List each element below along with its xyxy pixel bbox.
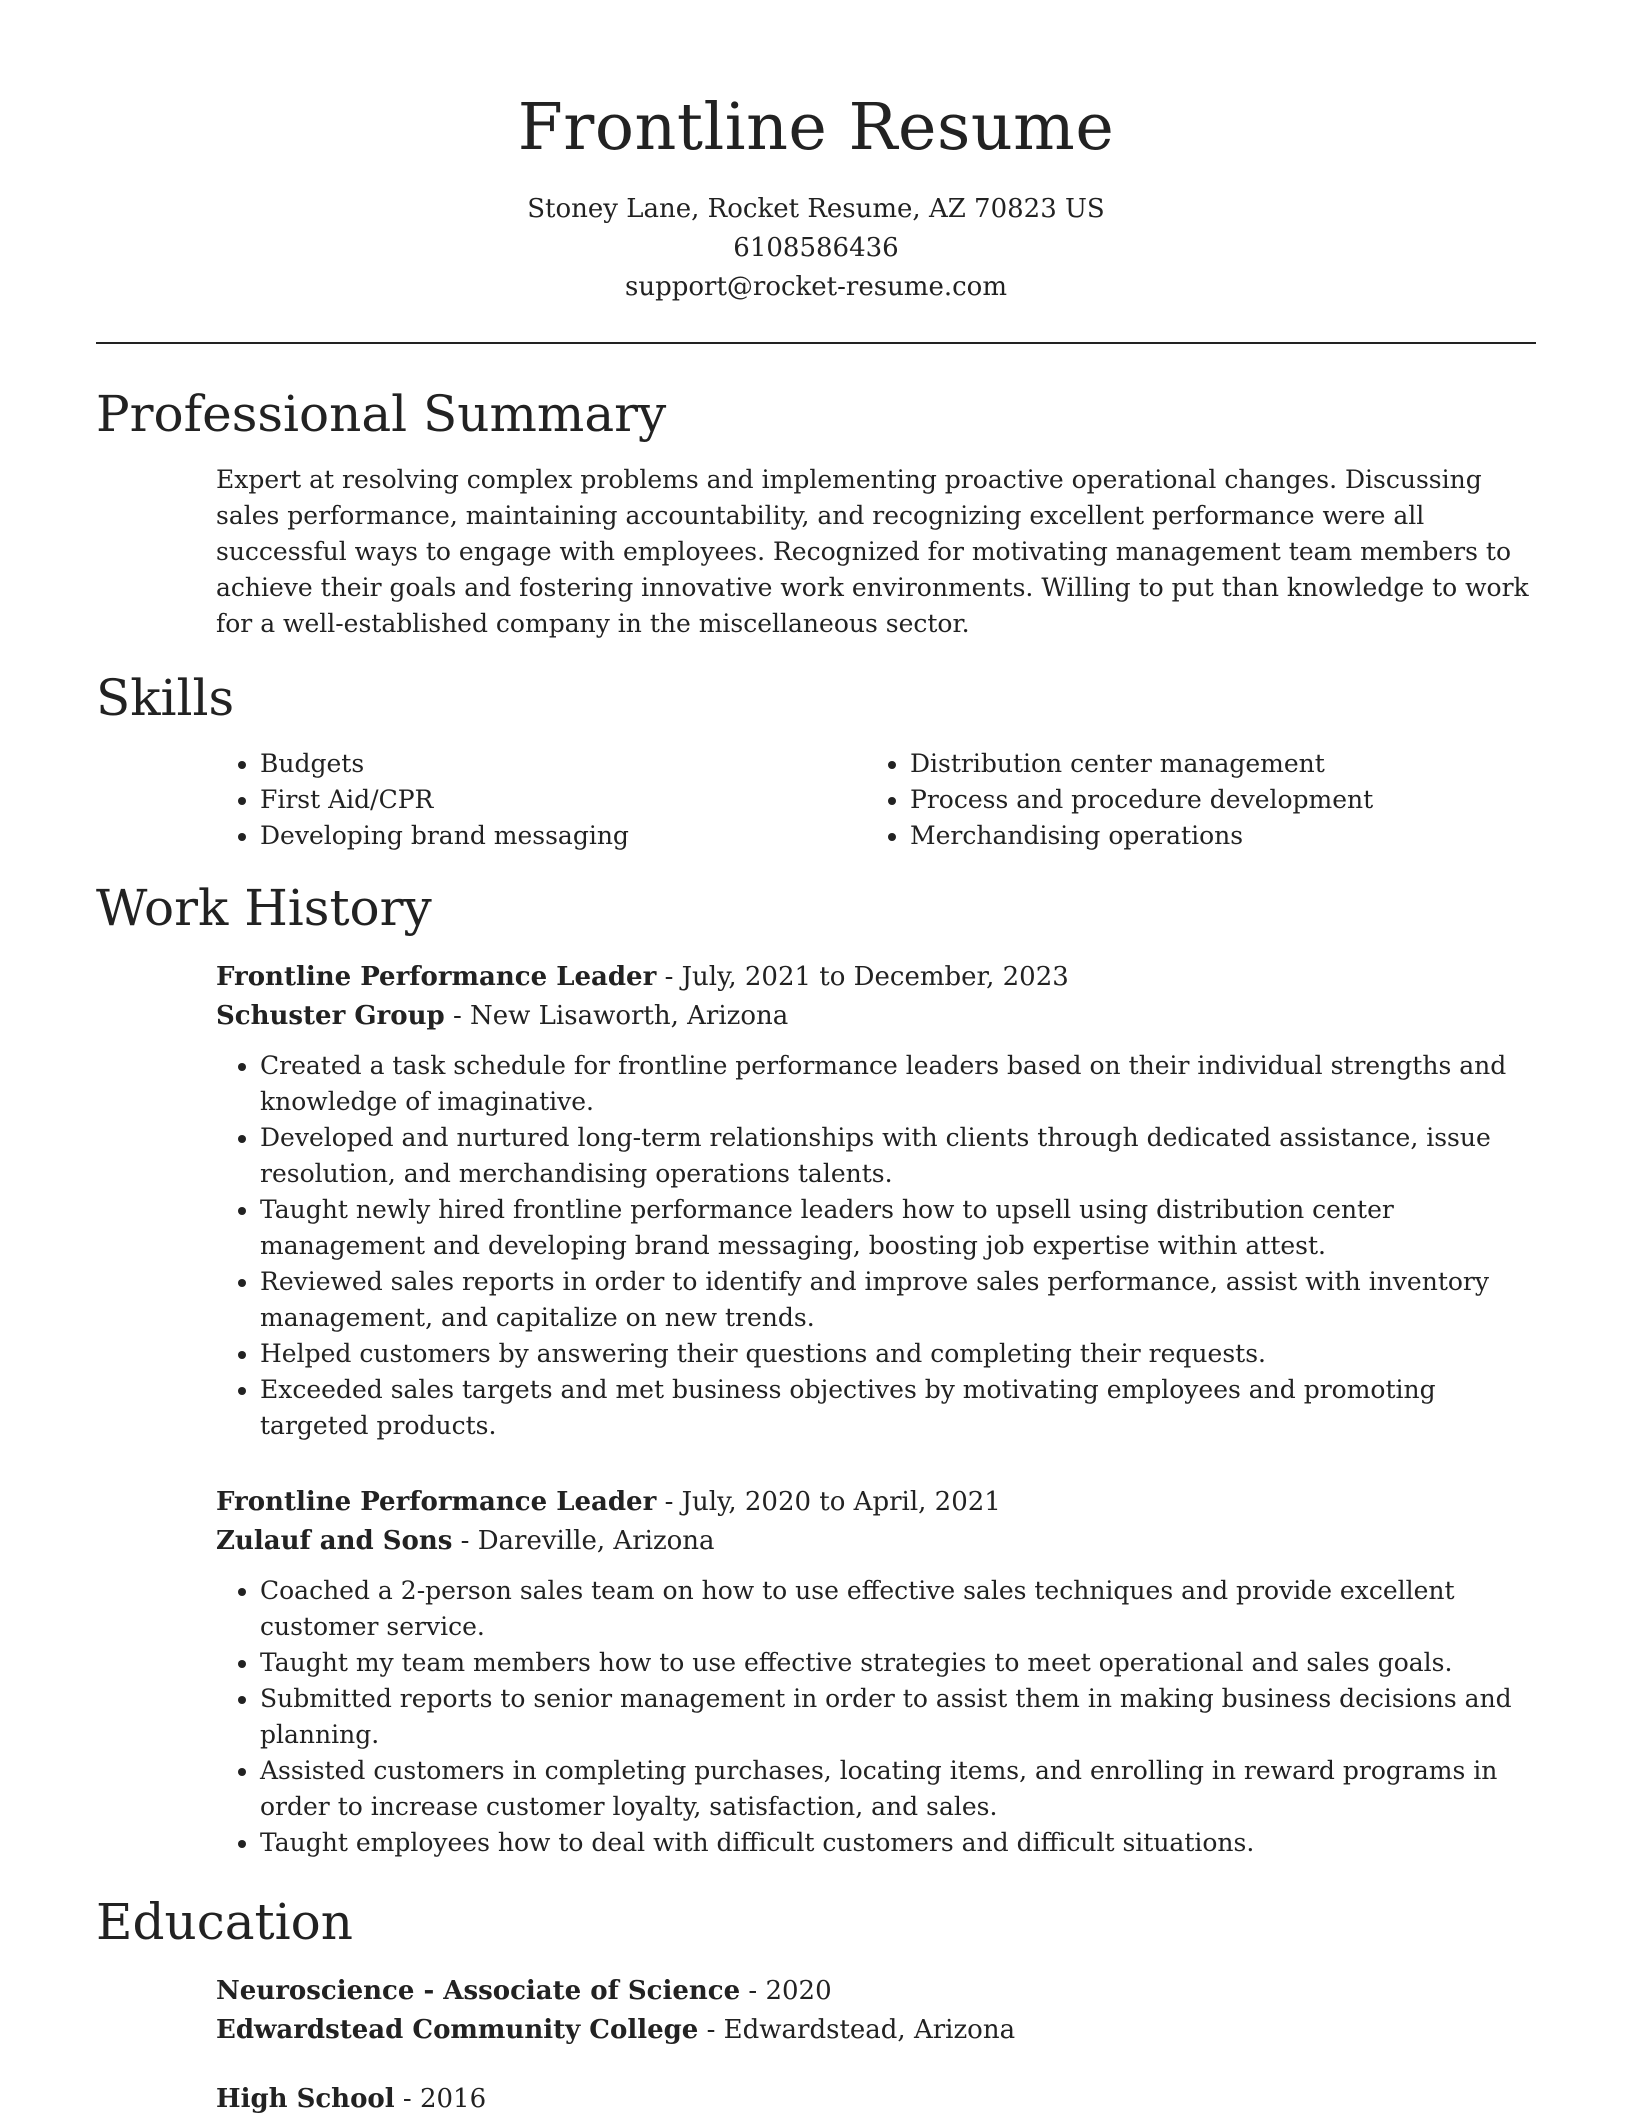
skill-item: • Process and procedure development xyxy=(910,782,1516,818)
resume-name: Frontline Resume xyxy=(517,90,1115,165)
job-company-line xyxy=(216,1522,1536,1561)
education-entry xyxy=(216,1972,1536,2050)
job-title-line xyxy=(216,1483,1536,1522)
education-school-line xyxy=(216,2011,1536,2050)
job-bullet: • Coached a 2-person sales team on how to use effective sales techniques and provide excellent customer service. xyxy=(260,1573,1536,1645)
job-company-line xyxy=(216,997,1536,1036)
contact-email: support@rocket-resume.com xyxy=(624,272,1007,302)
job-bullet: • Submitted reports to senior management in order to assist them in making business decisions and planning. xyxy=(260,1681,1536,1753)
job-bullet: • Created a task schedule for frontline performance leaders based on their individual strengths and knowledge of imaginative. xyxy=(260,1048,1536,1120)
job-bullet: • Exceeded sales targets and met business objectives by motivating employees and promoting targeted products. xyxy=(260,1372,1536,1444)
job-bullets xyxy=(216,1048,1536,1444)
job-bullet: • Assisted customers in completing purchases, locating items, and enrolling in reward programs in order to increase customer loyalty, satisfaction, and sales. xyxy=(260,1753,1536,1825)
job-role: Frontline Performance Leader xyxy=(216,962,657,992)
contact-block xyxy=(96,190,1536,307)
education-field: Neuroscience - Associate of Science xyxy=(216,1976,741,2006)
skill-item: • Developing brand messaging xyxy=(260,818,866,854)
job-bullet: • Developed and nurtured long-term relationships with clients through dedicated assistance, issue resolution, and merchandising operations talents. xyxy=(260,1120,1536,1192)
skill-item: • Budgets xyxy=(260,746,866,782)
job-bullet: • Taught newly hired frontline performance leaders how to upsell using distribution center management and developing brand messaging, boosting job expertise within attest. xyxy=(260,1192,1536,1264)
job-dates: - July, 2021 to December, 2023 xyxy=(656,962,1069,992)
job-bullets xyxy=(216,1573,1536,1861)
education-degree-line xyxy=(216,1972,1536,2011)
contact-phone: 6108586436 xyxy=(733,233,899,263)
job-company: Schuster Group xyxy=(216,1001,445,1031)
job-bullet: • Reviewed sales reports in order to identify and improve sales performance, assist with inventory management, and capitalize on new trends. xyxy=(260,1264,1536,1336)
section-title-work-history: Work History xyxy=(96,879,432,937)
skills-list xyxy=(216,746,1536,854)
section-title-skills: Skills xyxy=(96,669,235,727)
job-location: - New Lisaworth, Arizona xyxy=(444,1001,789,1031)
education-degree-line xyxy=(216,2080,1536,2119)
education-year: - 2016 xyxy=(394,2084,487,2114)
skills-column-left xyxy=(216,746,866,854)
skill-item: • Distribution center management xyxy=(910,746,1516,782)
skills-column-right xyxy=(866,746,1516,854)
job-role: Frontline Performance Leader xyxy=(216,1487,657,1517)
job-entry xyxy=(216,958,1536,1444)
skill-item: • First Aid/CPR xyxy=(260,782,866,818)
section-title-summary: Professional Summary xyxy=(96,385,667,443)
job-location: - Dareville, Arizona xyxy=(452,1526,715,1556)
section-title-education: Education xyxy=(96,1893,353,1951)
education-entry xyxy=(216,2080,1536,2119)
job-bullet: • Taught employees how to deal with difficult customers and difficult situations. xyxy=(260,1825,1536,1861)
skill-item: • Merchandising operations xyxy=(910,818,1516,854)
job-bullet: • Taught my team members how to use effective strategies to meet operational and sales goals. xyxy=(260,1645,1536,1681)
job-title-line xyxy=(216,958,1536,997)
education-year: - 2020 xyxy=(740,1976,832,2006)
job-entry xyxy=(216,1483,1536,1861)
job-dates: - July, 2020 to April, 2021 xyxy=(656,1487,1001,1517)
education-location: - Edwardstead, Arizona xyxy=(698,2015,1016,2045)
contact-address: Stoney Lane, Rocket Resume, AZ 70823 US xyxy=(527,194,1105,224)
header-divider xyxy=(96,342,1536,344)
job-company: Zulauf and Sons xyxy=(216,1526,453,1556)
education-school: Edwardstead Community College xyxy=(216,2015,699,2045)
summary-text: Expert at resolving complex problems and implementing proactive operational changes. Discussing sales performance, maintaining accountability, and recognizing excellent performance were all successful ways to engage with employees. Recognized for motivating management team members to achieve their goals and fostering innovative work environments. Willing to put than knowledge to work for a well-established company in the miscellaneous sector. xyxy=(216,465,1529,638)
education-field: High School xyxy=(216,2084,395,2114)
job-bullet: • Helped customers by answering their questions and completing their requests. xyxy=(260,1336,1536,1372)
